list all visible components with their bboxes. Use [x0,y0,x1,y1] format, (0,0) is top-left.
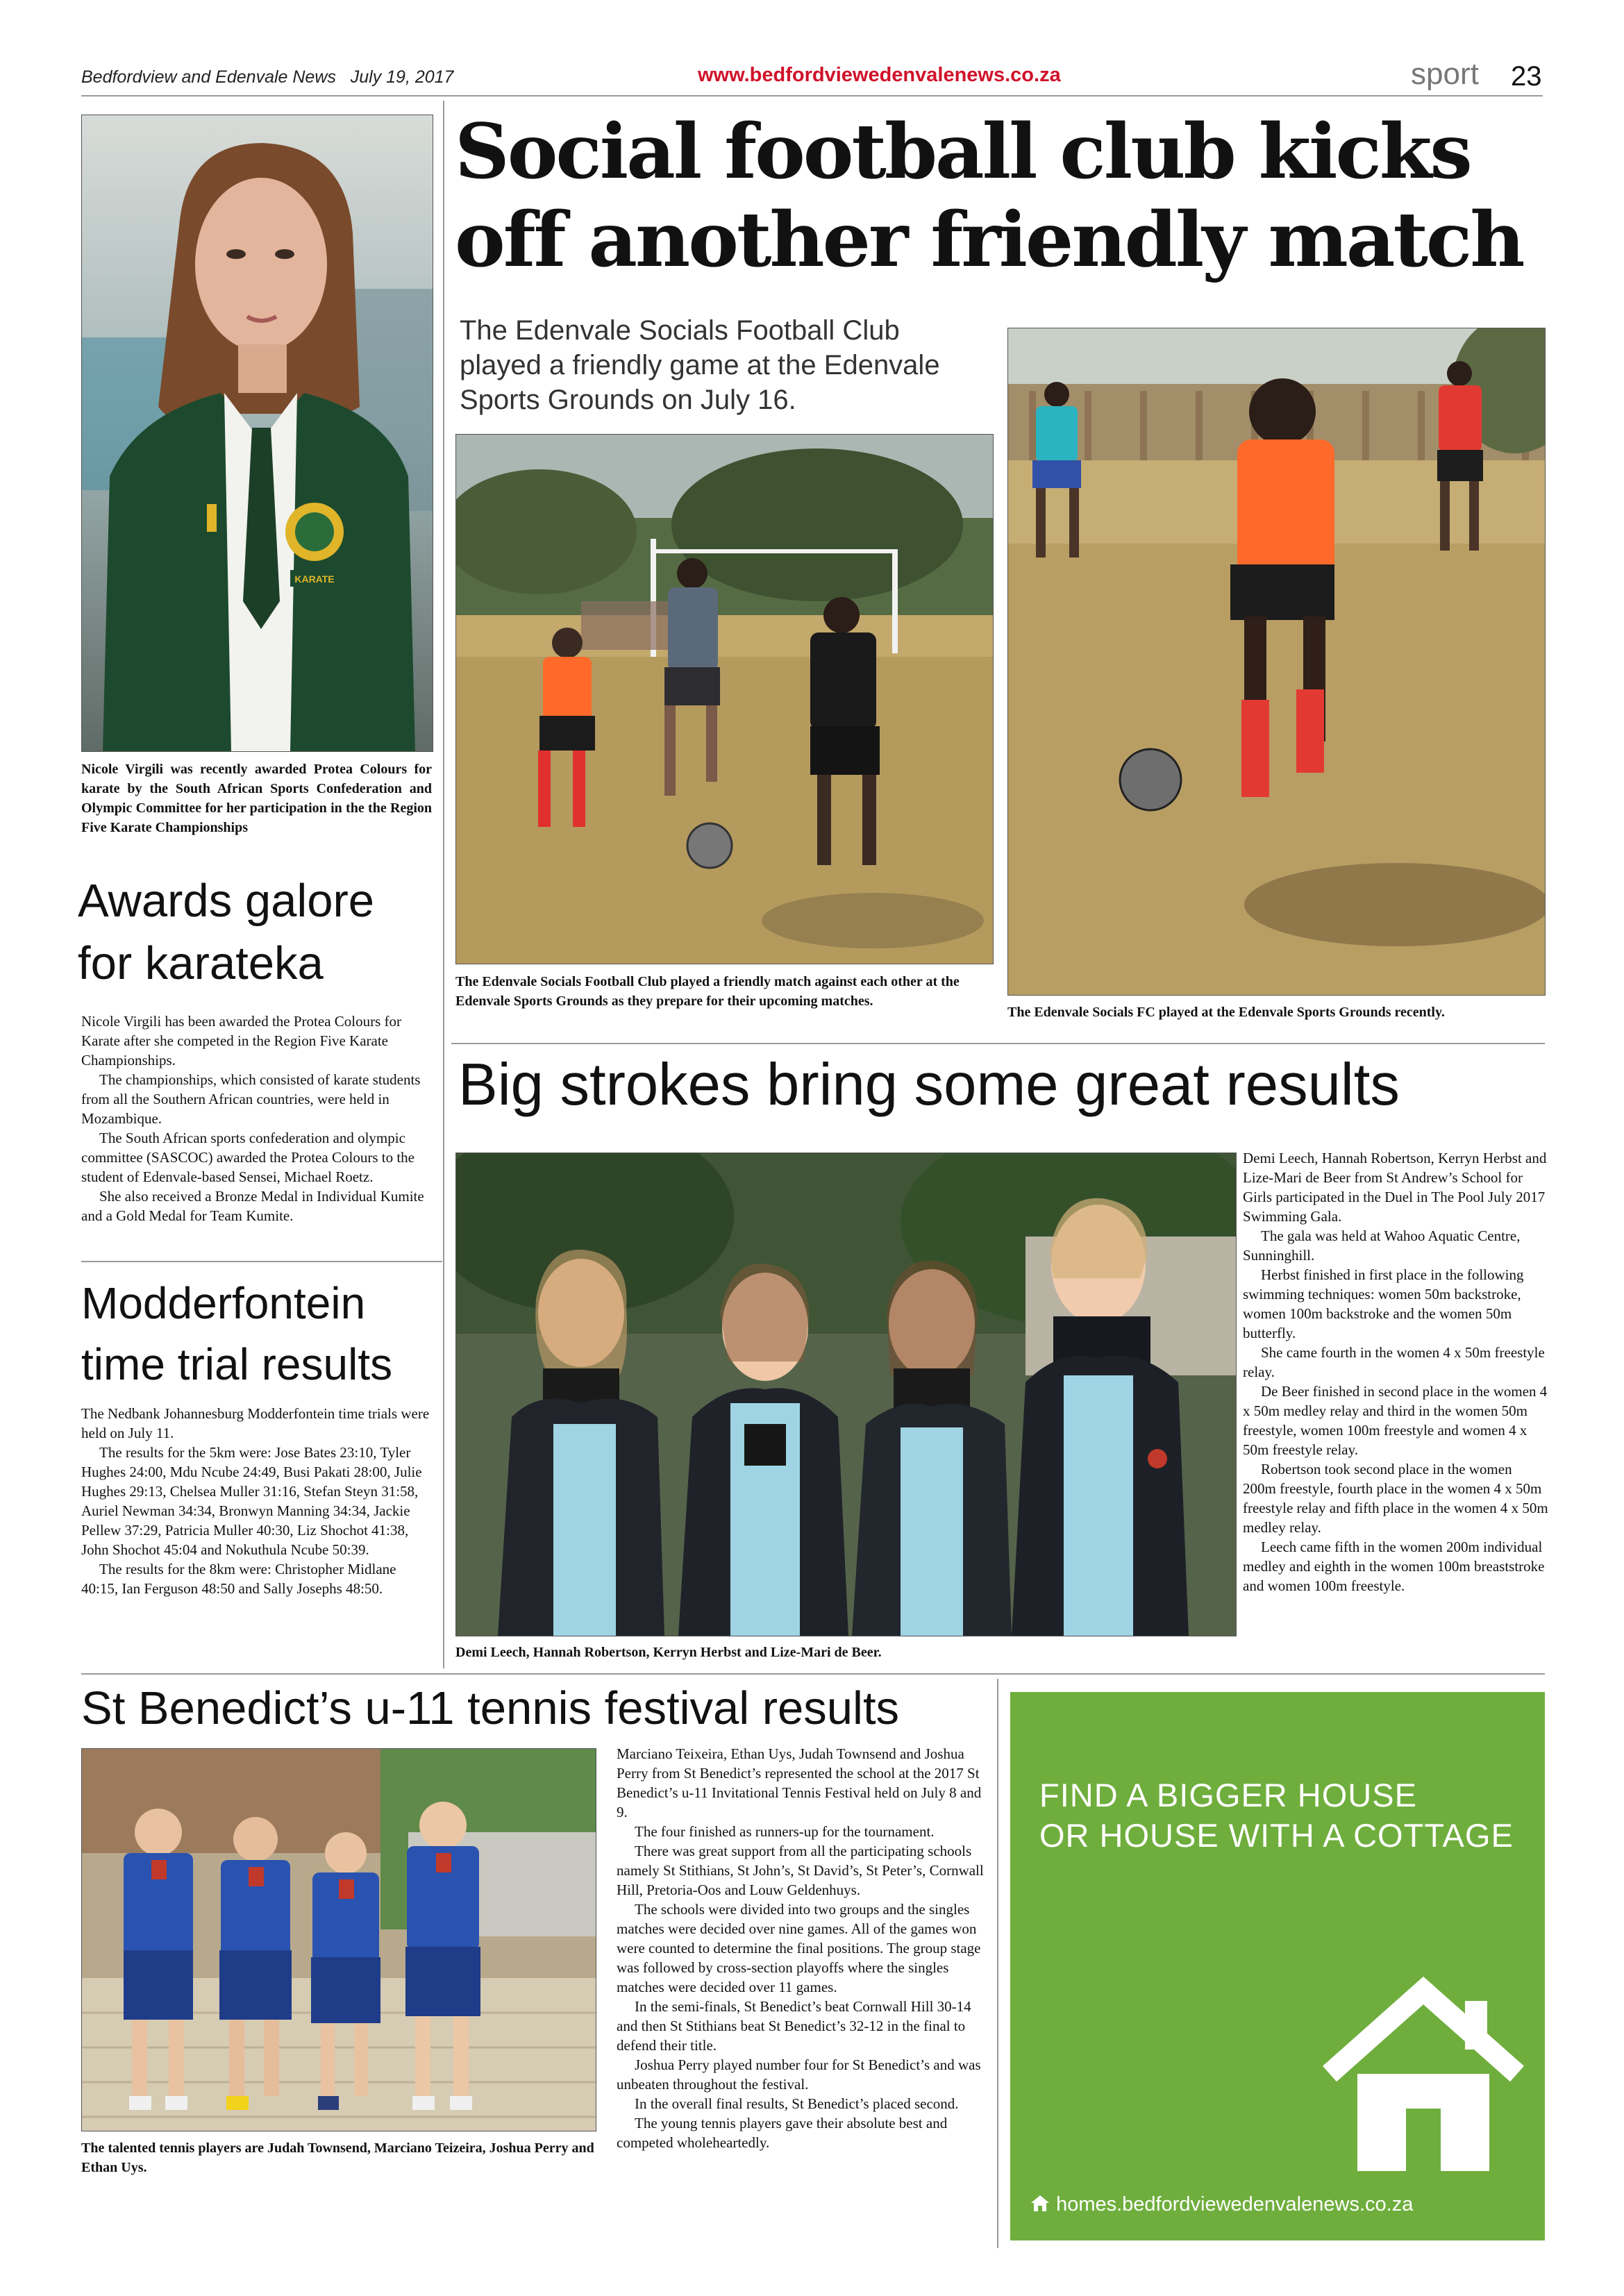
football-photo-left [455,434,994,964]
timetrial-paragraph: The results for the 5km were: Jose Bates 23:10, Tyler Hughes 24:00, Mdu Ncube 24:49, Busi Pakati 28:00, Julie Hughes 29:13, Chelsea Muller 31:16, Stefan Steyn 31:58, Auriel Newman 34:34, Bronwyn Manning 34:34, Jackie Pellew 37:29, Patricia Muller 40:30, Liz Shochot 41:38, John Shochot 45:04 and Nokuthula Ncube 50:39. [81,1444,422,1558]
karate-paragraph: The championships, which consisted of karate students from all the Southern African countries, were held in Mozambique. [81,1071,421,1127]
tennis-paragraph: In the overall final results, St Benedict’s placed second. [635,2095,959,2112]
karate-caption: Nicole Virgili was recently awarded Protea Colours for karate by the South African Sports Confederation and Olympic Committee for her participation in the the Region Five Karate Championships [81,762,432,835]
issue-date: July 19, 2017 [350,67,454,87]
swimming-paragraph: Herbst finished in first place in the following swimming techniques: women 50m backstroke, women 100m backstroke and the women 50m butterfly. [1243,1266,1524,1341]
house-icon [1302,1970,1545,2178]
swimming-paragraph: Leech came fifth in the women 200m individual medley and eighth in the women 100m breaststroke and women 100m freestyle. [1243,1539,1545,1594]
tennis-paragraph: There was great support from all the participating schools namely St Stithians, St John’s, St David’s, St Peter’s, Cornwall Hill, Pretoria-Oos and Louw Geldenhuys. [617,1843,984,1898]
karate-paragraph: She also received a Bronze Medal in Individual Kumite and a Gold Medal for Team Kumite. [81,1188,424,1224]
football-intro-line1: The Edenvale Socials Football Club [460,315,900,346]
badge-text: KARATE [294,573,335,585]
section-label: sport [1411,57,1479,91]
timetrial-paragraph: The Nedbank Johannesburg Modderfontein time trials were held on July 11. [81,1405,430,1441]
karate-headline-line2: for karateka [78,937,324,989]
timetrial-article [81,1404,432,1668]
karate-headline [78,870,439,1009]
tennis-paragraph: In the semi-finals, St Benedict’s beat Cornwall Hill 30-14 and then St Stithians beat St Benedict’s 32-12 in the final to defend their title. [617,1998,971,2054]
swimming-caption: Demi Leech, Hannah Robertson, Kerryn Herbst and Lize-Mari de Beer. [455,1645,882,1660]
advert-headline [1039,1775,1525,1872]
house-advert[interactable] [1010,1692,1545,2240]
karate-paragraph: Nicole Virgili has been awarded the Protea Colours for Karate after she competed in the Region Five Karate Championships. [81,1013,402,1069]
masthead-rule [81,95,1543,97]
home-icon [1030,2192,1050,2210]
swimming-paragraph: Demi Leech, Hannah Robertson, Kerryn Herbst and Lize-Mari de Beer from St Andrew’s School for Girls participated in the Duel in The Pool July 2017 Swimming Gala. [1243,1150,1547,1225]
tennis-paragraph: The young tennis players gave their absolute best and competed wholeheartedly. [617,2115,948,2151]
football-intro [460,313,1001,424]
swimming-article [1243,1148,1548,1676]
football-headline-line2: off another friendly match [455,195,1523,284]
football-intro-line2: played a friendly game at the Edenvale [460,350,940,380]
karate-photo [81,115,433,752]
left-divider-1 [81,1261,442,1262]
lower-section-rule [81,1673,1545,1675]
football-bottom-rule [451,1043,1545,1044]
publication-name: Bedfordview and Edenvale News [81,67,336,87]
tennis-column-rule [997,1679,998,2248]
tennis-caption: The talented tennis players are Judah Townsend, Marciano Teizeira, Joshua Perry and Ethan Uys. [81,2140,594,2175]
karate-paragraph: The South African sports confederation and olympic committee (SASCOC) awarded the Protea Colours to the student of Edenvale-based Sensei, Michael Roetz. [81,1130,415,1185]
swimming-paragraph: De Beer finished in second place in the women 4 x 50m medley relay and third in the women 50m freestyle, women 100m freestyle and women 4 x 50m freestyle relay. [1243,1383,1548,1458]
timetrial-headline-line1: Modderfontein [81,1278,366,1328]
football-caption-left: The Edenvale Socials Football Club played a friendly match against each other at the Edenvale Sports Grounds as they prepare for their upcoming matches. [455,974,960,1009]
tennis-paragraph: Joshua Perry played number four for St Benedict’s and was unbeaten throughout the festival. [617,2056,981,2093]
football-intro-line3: Sports Grounds on July 16. [460,385,796,415]
page-number: 23 [1511,61,1542,92]
karate-article [81,1012,432,1248]
tennis-paragraph: Marciano Teixeira, Ethan Uys, Judah Townsend and Joshua Perry from St Benedict’s represented the school at the 2017 St Benedict’s u-11 Invitational Tennis Festival held on July 8 and 9. [617,1745,982,1820]
tennis-paragraph: The four finished as runners-up for the tournament. [635,1823,935,1840]
advert-line1: FIND A BIGGER HOUSE [1039,1777,1417,1813]
column-rule [443,101,444,1668]
football-headline [455,108,1552,288]
football-photo-right [1007,328,1546,996]
swimming-paragraph: Robertson took second place in the women 200m freestyle, fourth place in the women 4 x 50m freestyle relay and fifth place in the women 4 x 50m medley relay. [1243,1461,1548,1536]
timetrial-headline [81,1273,442,1398]
football-caption-right: The Edenvale Socials FC played at the Edenvale Sports Grounds recently. [1007,1005,1445,1020]
publication-date [81,67,470,91]
advert-line2: OR HOUSE WITH A COTTAGE [1039,1817,1514,1854]
tennis-headline: St Benedict’s u-11 tennis festival results [81,1682,900,1734]
timetrial-headline-line2: time trial results [81,1339,393,1389]
tennis-photo [81,1748,596,2131]
timetrial-paragraph: The results for the 8km were: Christopher Midlane 40:15, Ian Ferguson 48:50 and Sally Josephs 48:50. [81,1561,396,1597]
advert-footer[interactable] [1030,2190,1530,2218]
swimming-paragraph: She came fourth in the women 4 x 50m freestyle relay. [1243,1344,1545,1380]
site-url[interactable]: www.bedfordviewedenvalenews.co.za [698,64,1061,86]
tennis-paragraph: The schools were divided into two groups and the singles matches were decided over nine games. All of the games won were counted to determine the final positions. The group stage was followed by cross-section playoffs where the singles matches were decided over 11 games. [617,1901,981,1995]
karate-headline-line1: Awards galore [78,875,375,927]
swimming-headline: Big strokes bring some great results [458,1052,1400,1118]
swimming-photo [455,1153,1237,1636]
advert-url[interactable]: homes.bedfordviewedenvalenews.co.za [1056,2193,1414,2215]
football-headline-line1: Social football club kicks [455,107,1471,196]
tennis-article [617,1744,988,2244]
swimming-paragraph: The gala was held at Wahoo Aquatic Centre, Sunninghill. [1243,1227,1521,1264]
